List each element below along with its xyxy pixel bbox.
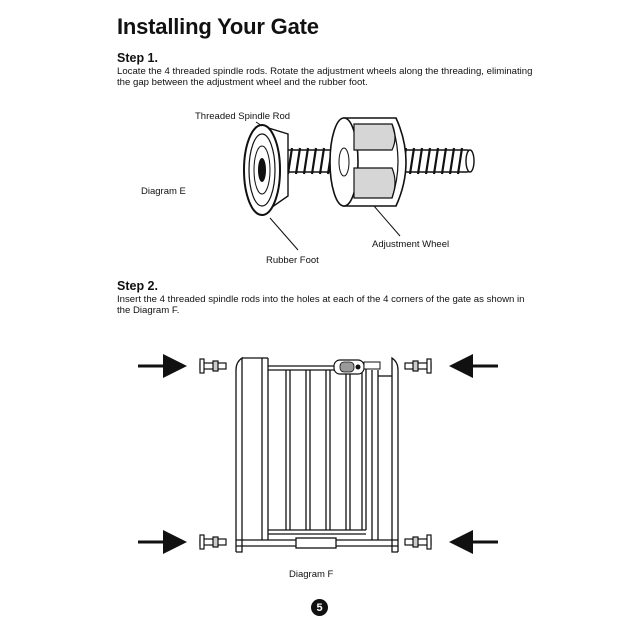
spindle-rods-diagram-f [200,359,431,549]
rubber-foot-label: Rubber Foot [266,255,319,266]
gate-latch [334,360,380,374]
threaded-spindle-rod-label: Threaded Spindle Rod [195,111,291,122]
adjustment-wheel-label: Adjustment Wheel [372,239,450,250]
diagram-e-caption: Diagram E [141,186,186,197]
page-title: Installing Your Gate [117,14,319,39]
step-2-instructions: Insert the 4 threaded spindle rods into the holes at each of the 4 corners of the gate as shown in the Diagram F. [117,294,525,316]
step-2-heading: Step 2. [117,279,158,293]
step-1-heading: Step 1. [117,51,158,65]
diagram-f-caption: Diagram F [289,569,334,580]
step-1-instructions: Locate the 4 threaded spindle rods. Rotate the adjustment wheels along the threading, eliminating the gap between the adjustment wheel and the rubber foot. [117,66,533,88]
safety-gate [236,358,398,552]
page-number-badge: 5 [311,599,328,616]
